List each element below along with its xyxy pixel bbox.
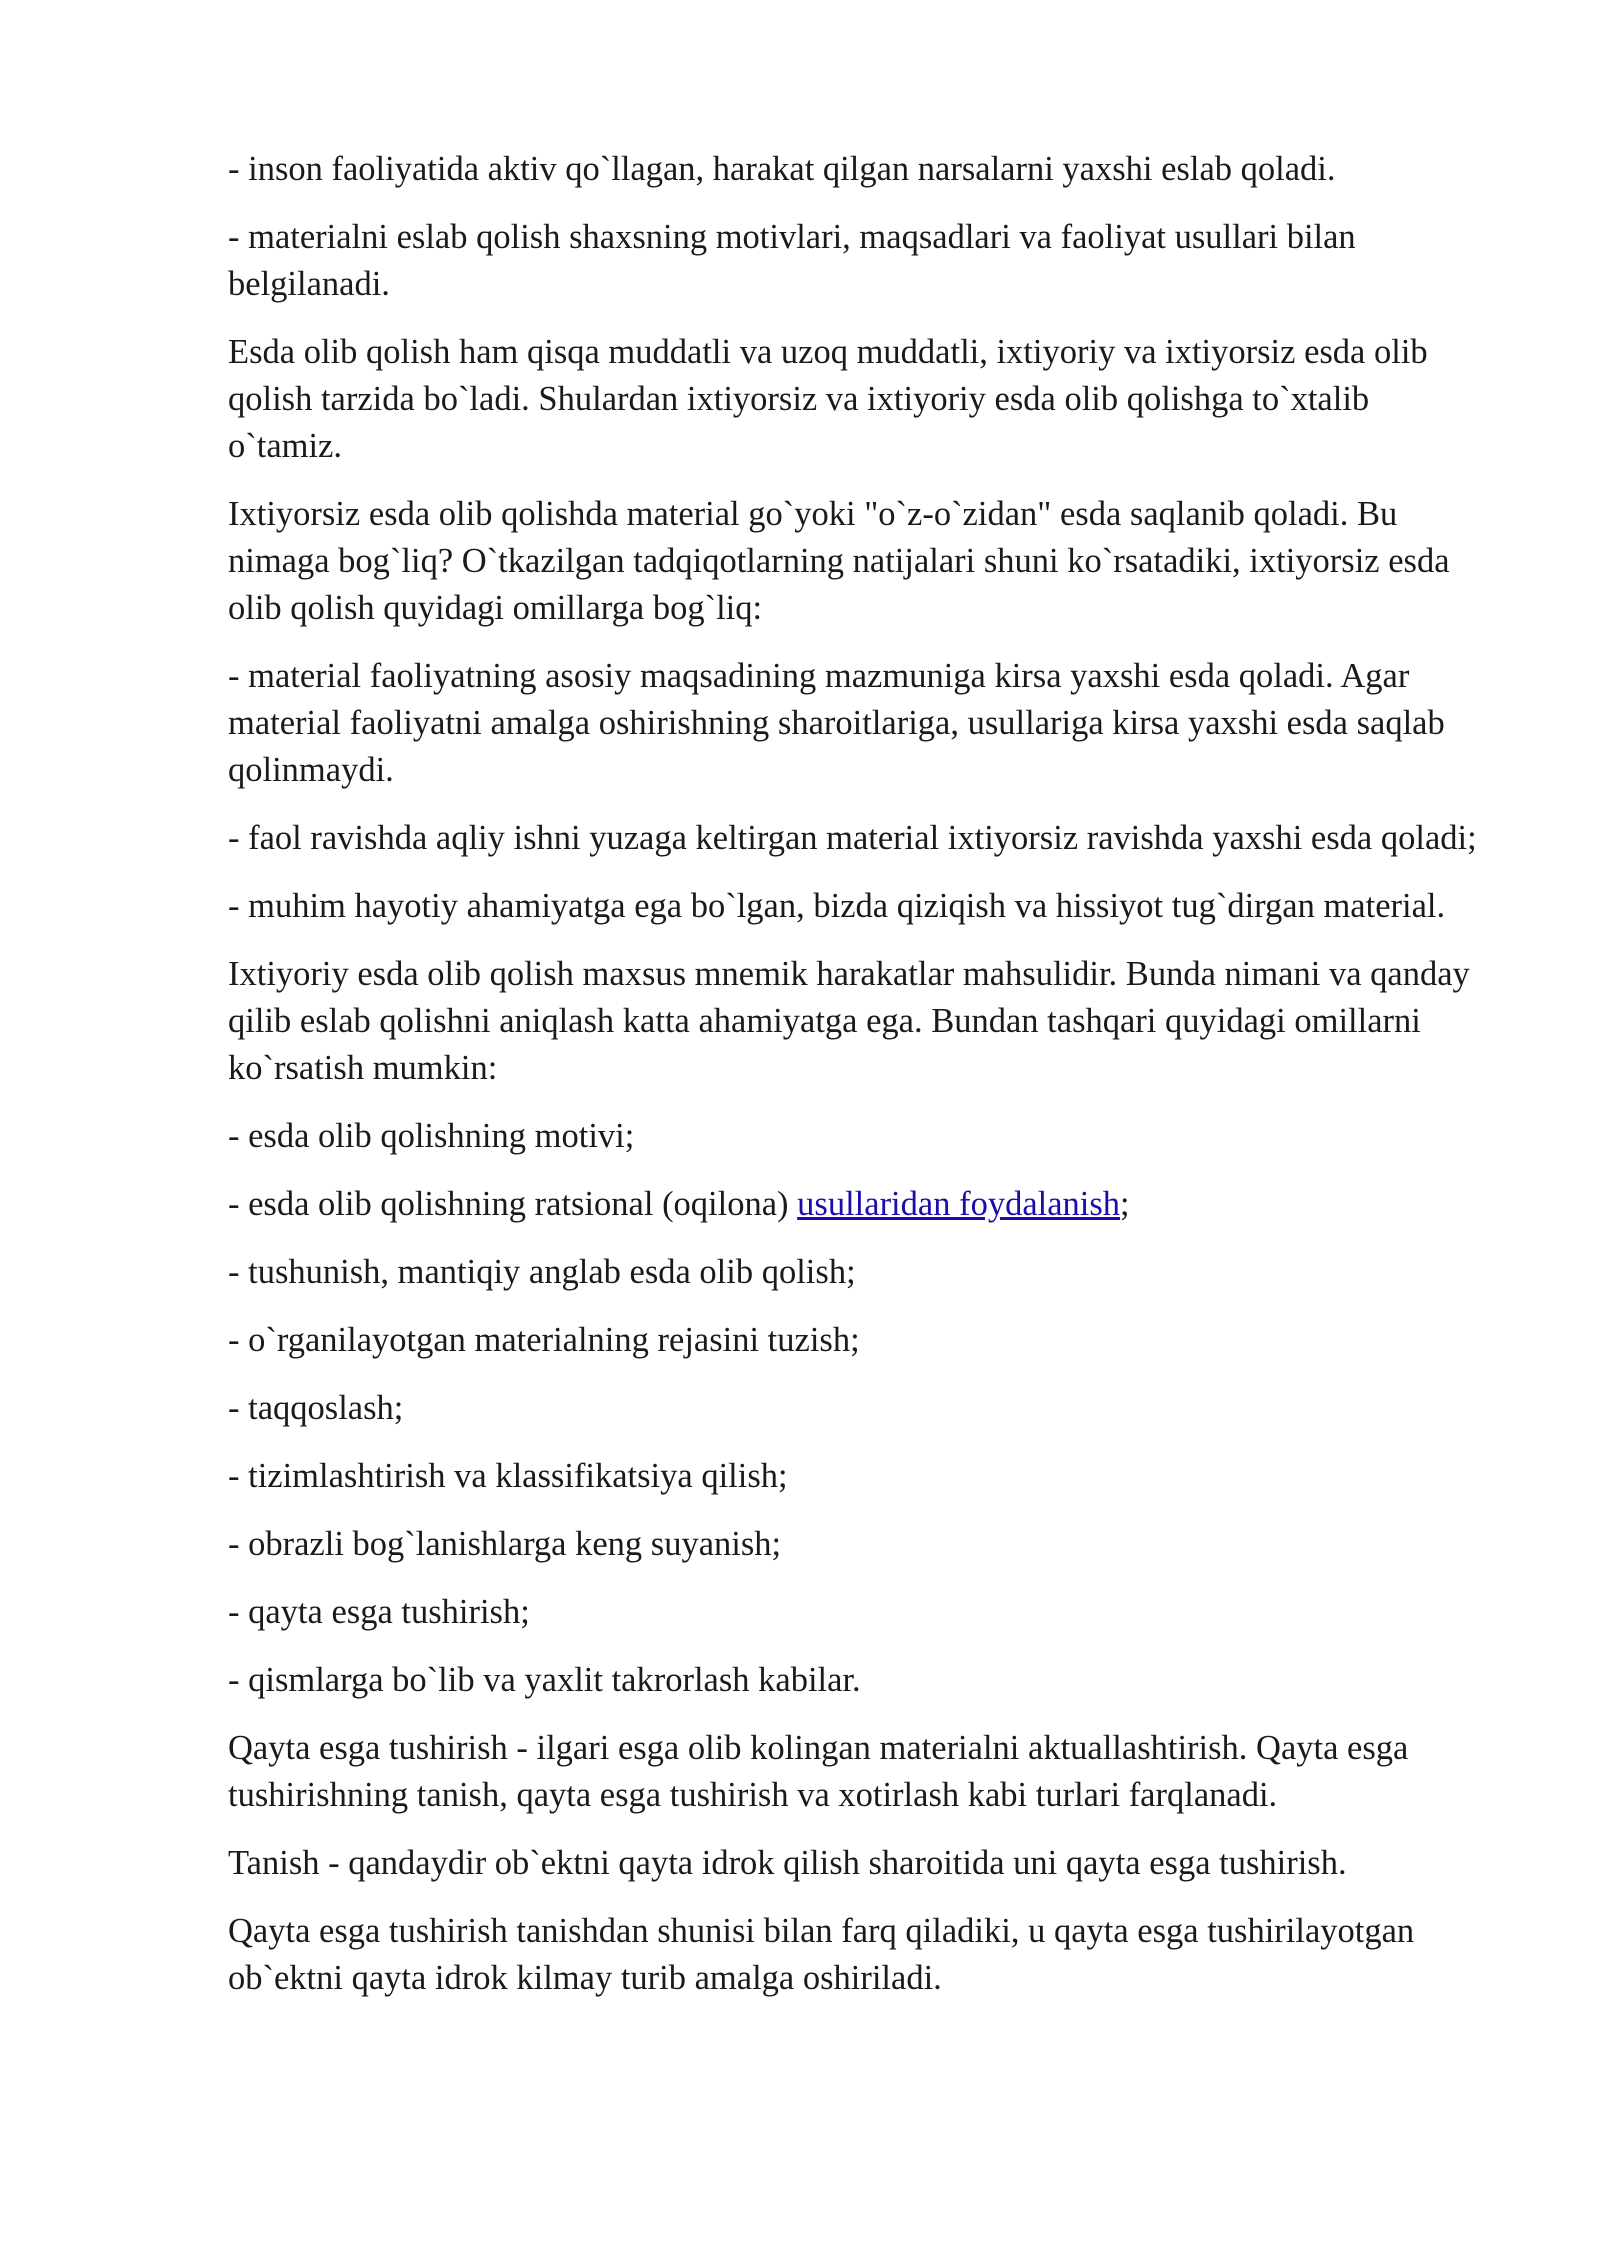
paragraph-with-link [228, 1181, 1488, 1228]
paragraph: Qayta esga tushirish tanishdan shunisi bilan farq qiladiki, u qayta esga tushirilayotgan ob`ektni qayta idrok kilmay turib amalga oshiriladi. [228, 1912, 1415, 1997]
paragraph: Tanish - qandaydir ob`ektni qayta idrok qilish sharoitida uni qayta esga tushirish. [228, 1844, 1347, 1882]
paragraph: - obrazli bog`lanishlarga keng suyanish; [228, 1525, 782, 1563]
paragraph: - qayta esga tushirish; [228, 1593, 530, 1631]
paragraph: - o`rganilayotgan materialning rejasini tuzish; [228, 1321, 860, 1359]
paragraph: - faol ravishda aqliy ishni yuzaga keltirgan material ixtiyorsiz ravishda yaxshi esda qoladi; [228, 819, 1477, 857]
paragraph: - material faoliyatning asosiy maqsadining mazmuniga kirsa yaxshi esda qoladi. Agar material faoliyatni amalga oshirishning sharoitlariga, usullariga kirsa yaxshi esda saqlab qolinmaydi. [228, 657, 1445, 789]
paragraph: Qayta esga tushirish - ilgari esga olib kolingan materialni aktuallashtirish. Qayta esga tushirishning tanish, qayta esga tushirish va xotirlash kabi turlari farqlanadi. [228, 1729, 1409, 1814]
paragraph: - taqqoslash; [228, 1389, 404, 1427]
paragraph-text: - esda olib qolishning ratsional (oqilona) [228, 1185, 798, 1223]
paragraph: - materialni eslab qolish shaxsning motivlari, maqsadlari va faoliyat usullari bilan belgilanadi. [228, 218, 1356, 303]
paragraph: Esda olib qolish ham qisqa muddatli va uzoq muddatli, ixtiyoriy va ixtiyorsiz esda olib qolish tarzida bo`ladi. Shulardan ixtiyorsiz va ixtiyoriy esda olib qolishga to`xtalib o`tamiz. [228, 333, 1428, 465]
usullaridan-foydalanish-link[interactable]: usullaridan foydalanish [797, 1185, 1121, 1223]
paragraph: - qismlarga bo`lib va yaxlit takrorlash kabilar. [228, 1661, 861, 1699]
document-body [228, 146, 1488, 2023]
paragraph: Ixtiyoriy esda olib qolish maxsus mnemik harakatlar mahsulidir. Bunda nimani va qanday qilib eslab qolishni aniqlash katta ahamiyatga ega. Bundan tashqari quyidagi omillarni ko`rsatish mumkin: [228, 955, 1470, 1087]
paragraph: - muhim hayotiy ahamiyatga ega bo`lgan, bizda qiziqish va hissiyot tug`dirgan material. [228, 887, 1446, 925]
paragraph: - esda olib qolishning motivi; [228, 1117, 635, 1155]
paragraph: - inson faoliyatida aktiv qo`llagan, harakat qilgan narsalarni yaxshi eslab qoladi. [228, 150, 1336, 188]
paragraph-text: ; [1120, 1185, 1130, 1223]
paragraph: - tizimlashtirish va klassifikatsiya qilish; [228, 1457, 788, 1495]
paragraph: - tushunish, mantiqiy anglab esda olib qolish; [228, 1253, 856, 1291]
paragraph: Ixtiyorsiz esda olib qolishda material go`yoki "o`z-o`zidan" esda saqlanib qoladi. Bu nimaga bog`liq? O`tkazilgan tadqiqotlarning natijalari shuni ko`rsatadiki, ixtiyorsiz esda olib qolish quyidagi omillarga bog`liq: [228, 495, 1450, 627]
